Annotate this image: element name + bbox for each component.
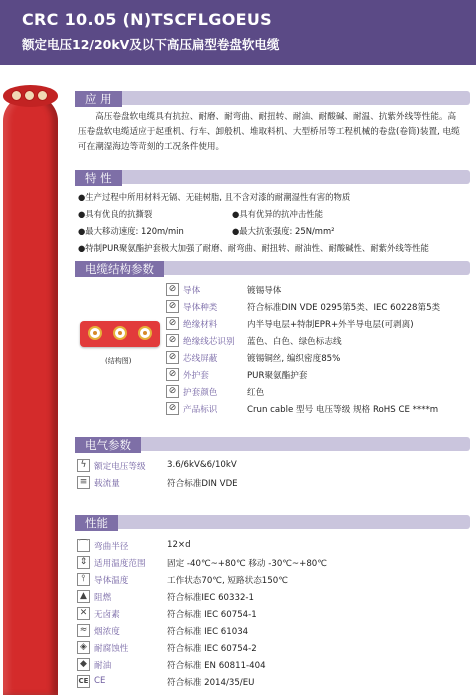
structure-label: 导体 xyxy=(183,286,201,296)
structure-label: 产品标识 xyxy=(183,405,218,415)
section-bar-performance xyxy=(75,515,470,529)
performance-label: 无卤素 xyxy=(94,610,120,620)
flame-retardant-icon: ▲ xyxy=(77,590,90,603)
performance-value: 12×d xyxy=(167,540,191,550)
structure-label: 护套颜色 xyxy=(183,388,218,398)
feature-item: ●生产过程中所用材料无镉、无硅树脂, 且不含对漆的耐潮湿性有害的物质 xyxy=(78,192,351,202)
section-title-performance: 性能 xyxy=(75,515,118,531)
performance-value: 工作状态70℃, 短路状态150℃ xyxy=(167,576,288,586)
cross-core xyxy=(138,326,152,340)
structure-label: 芯线屏蔽 xyxy=(183,354,218,364)
outer-sheath-icon: ⊘ xyxy=(166,368,179,381)
insulation-icon: ⊘ xyxy=(166,317,179,330)
product-marking-icon: ⊘ xyxy=(166,402,179,415)
shield-icon: ⊘ xyxy=(166,351,179,364)
structure-value: 镀锡铜丝, 编织密度85% xyxy=(247,354,341,364)
performance-value: 符合标准IEC 60332-1 xyxy=(167,593,254,603)
feature-item: ●具有优异的抗冲击性能 xyxy=(232,209,324,219)
cross-section-caption: (结构图) xyxy=(105,357,132,365)
feature-item: ●特制PUR聚氨酯护套极大加强了耐磨、耐弯曲、耐扭转、耐油性、耐酸碱性、耐紫外线等性能 xyxy=(78,243,429,253)
thermometer-icon: ⫯ xyxy=(77,573,90,586)
electrical-value: 符合标准DIN VDE xyxy=(167,479,238,489)
performance-label: 适用温度范围 xyxy=(94,559,146,569)
electrical-value: 3.6/6kV&6/10kV xyxy=(167,460,237,470)
feature-item: ●最大抗张强度: 25N/mm² xyxy=(232,226,335,236)
performance-label: 烟浓度 xyxy=(94,627,120,637)
structure-value: 内半导电层+特制EPR+外半导电层(可剥离) xyxy=(247,320,414,330)
performance-label: 导体温度 xyxy=(94,576,129,586)
performance-value: 符合标准 IEC 61034 xyxy=(167,627,249,637)
performance-label: CE xyxy=(94,676,106,686)
temperature-range-icon: ⇕ xyxy=(77,556,90,569)
section-title-application: 应 用 xyxy=(75,91,122,107)
voltage-icon: ϟ xyxy=(77,459,90,472)
ce-mark-icon: CE xyxy=(77,675,90,688)
structure-label: 外护套 xyxy=(183,371,209,381)
product-title: CRC 10.05 (N)TSCFLGOEUS xyxy=(22,10,272,29)
header-banner xyxy=(0,0,476,65)
structure-label: 导体种类 xyxy=(183,303,218,313)
conductor-icon: ⊘ xyxy=(166,283,179,296)
feature-item: ●最大移动速度: 120m/min xyxy=(78,226,184,236)
structure-value: 镀锡导体 xyxy=(247,286,282,296)
performance-label: 耐油 xyxy=(94,661,112,671)
bending-radius-icon: ⌒ xyxy=(78,540,88,550)
cross-core xyxy=(88,326,102,340)
cable-core xyxy=(24,90,35,101)
structure-value: PUR聚氨酯护套 xyxy=(247,371,308,381)
performance-label: 弯曲半径 xyxy=(94,542,129,552)
cable-image xyxy=(0,85,70,695)
electrical-label: 额定电压等级 xyxy=(94,462,146,472)
sheath-color-icon: ⊘ xyxy=(166,385,179,398)
structure-value: 蓝色、白色、绿色标志线 xyxy=(247,337,342,347)
section-title-electrical: 电气参数 xyxy=(75,437,141,453)
cable-cross-section xyxy=(80,321,160,347)
corrosion-icon: ◈ xyxy=(77,641,90,654)
structure-value: 符合标准DIN VDE 0295第5类、IEC 60228第5类 xyxy=(247,303,441,313)
performance-value: 符合标准 2014/35/EU xyxy=(167,678,255,688)
current-capacity-icon: ≡ xyxy=(77,476,90,489)
performance-value: 符合标准 IEC 60754-1 xyxy=(167,610,257,620)
performance-label: 阻燃 xyxy=(94,593,112,603)
section-title-structure: 电缆结构参数 xyxy=(75,261,164,277)
smoke-density-icon: ≈ xyxy=(77,624,90,637)
electrical-label: 载流量 xyxy=(94,479,120,489)
product-subtitle: 额定电压12/20kV及以下高压扁型卷盘软电缆 xyxy=(22,37,280,52)
halogen-free-icon: ✕ xyxy=(77,607,90,620)
section-title-features: 特 性 xyxy=(75,170,122,186)
section-bar-features xyxy=(75,170,470,184)
structure-value: 红色 xyxy=(247,388,265,398)
cable-core xyxy=(37,90,48,101)
structure-value: Crun cable 型号 电压等级 规格 RoHS CE ****m xyxy=(247,405,439,415)
section-bar-application xyxy=(75,91,470,105)
performance-value: 固定 -40℃~+80℃ 移动 -30℃~+80℃ xyxy=(167,559,327,569)
feature-item: ●具有优良的抗撕裂 xyxy=(78,209,153,219)
cable-core xyxy=(11,90,22,101)
conductor-type-icon: ⊘ xyxy=(166,300,179,313)
performance-value: 符合标准 IEC 60754-2 xyxy=(167,644,257,654)
structure-label: 绝缘线芯识别 xyxy=(183,337,235,347)
cable-end xyxy=(3,85,58,107)
cable-sheath xyxy=(3,95,58,695)
application-text: 高压卷盘软电缆具有抗拉、耐磨、耐弯曲、耐扭转、耐油、耐酸碱、耐温、抗紫外线等性能。高压卷盘软电缆适应于起重机、行车、卸般机、堆取料机、大型桥吊等工程机械的卷盘(卷筒)装置, 电缆可在潮湿海边等苛刻的工况条件使用。 xyxy=(78,112,460,152)
performance-label: 耐腐蚀性 xyxy=(94,644,129,654)
oil-drop-icon: ◆ xyxy=(77,658,90,671)
performance-value: 符合标准 EN 60811-404 xyxy=(167,661,266,671)
structure-label: 绝缘材料 xyxy=(183,320,218,330)
core-identification-icon: ⊘ xyxy=(166,334,179,347)
cross-core xyxy=(113,326,127,340)
